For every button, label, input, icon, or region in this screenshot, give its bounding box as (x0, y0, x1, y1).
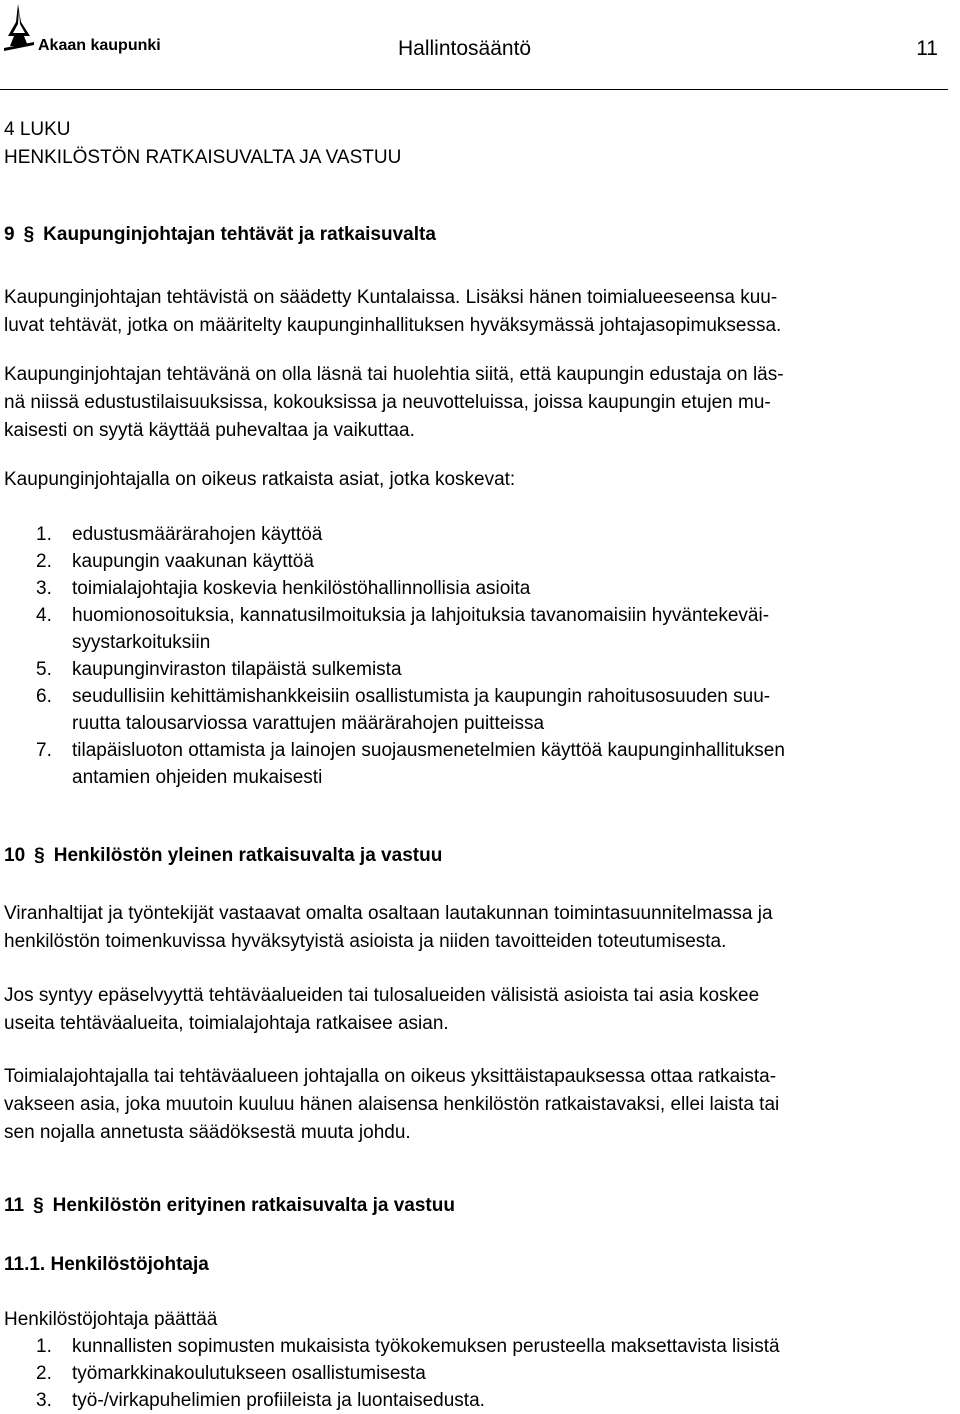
section-10-heading (4, 842, 442, 870)
list-number: 6. (36, 686, 52, 707)
list-item (4, 656, 950, 683)
section-9-list-intro: Kaupunginjohtajalla on oikeus ratkaista asiat, jotka koskevat: (4, 469, 516, 490)
list-number: 3. (36, 1390, 52, 1411)
section-number: 9 (4, 224, 15, 245)
section-10-paragraph-3 (4, 1063, 950, 1147)
list-number: 4. (36, 605, 52, 626)
section-sign: § (23, 224, 35, 245)
city-logo (4, 2, 186, 54)
list-number: 5. (36, 659, 52, 680)
list-item (4, 1387, 950, 1414)
text-line: luvat tehtävät, jotka on määritelty kaupunginhallituksen hyväksymässä johtajasopimuksessa. (4, 315, 782, 336)
section-10-paragraph-2 (4, 982, 950, 1038)
list-number: 1. (36, 1336, 52, 1357)
section-9-heading (4, 221, 436, 249)
list-item (4, 602, 950, 656)
list-text: kaupunginviraston tilapäistä sulkemista (72, 659, 402, 680)
text-line: vakseen asia, joka muutoin kuuluu hänen alaisensa henkilöstön ratkaistavaksi, ellei laista tai (4, 1094, 780, 1115)
list-item (4, 548, 950, 575)
list-number: 1. (36, 524, 52, 545)
list-text: toimialajohtajia koskevia henkilöstöhallinnollisia asioita (72, 578, 531, 599)
section-sign: § (33, 1195, 44, 1216)
section-number: 10 (4, 845, 26, 866)
document-title: Hallintosääntö (398, 37, 532, 60)
city-logo-mark-icon (4, 2, 186, 54)
text-line: nä niissä edustustilaisuuksissa, kokouksissa ja neuvotteluissa, joissa kaupungin etujen mu- (4, 392, 771, 413)
subsection-heading: 11.1. Henkilöstöjohtaja (4, 1254, 209, 1275)
list-item (4, 737, 950, 791)
text-line: sen nojalla annetusta säädöksestä muuta johdu. (4, 1122, 411, 1143)
list-number: 3. (36, 578, 52, 599)
section-9-list (4, 521, 950, 791)
list-text: edustusmäärärahojen käyttöä (72, 524, 323, 545)
section-number: 11 (4, 1195, 25, 1216)
section-11-heading (4, 1192, 455, 1220)
chapter-title: HENKILÖSTÖN RATKAISUVALTA JA VASTUU (4, 147, 402, 168)
section-9-paragraph-1 (4, 284, 950, 340)
text-line: useita tehtäväalueita, toimialajohtaja ratkaisee asian. (4, 1013, 449, 1034)
page-number: 11 (916, 37, 938, 60)
list-item (4, 1333, 950, 1360)
chapter-heading (4, 116, 950, 172)
section-9-paragraph-2 (4, 361, 950, 445)
list-text: työmarkkinakoulutukseen osallistumisesta (72, 1363, 426, 1384)
section-11-list-intro: Henkilöstöjohtaja päättää (4, 1309, 218, 1330)
section-11-list (4, 1333, 950, 1414)
list-number: 2. (36, 551, 52, 572)
text-line: kaisesti on syytä käyttää puhevaltaa ja vaikuttaa. (4, 420, 415, 441)
section-title: Henkilöstön erityinen ratkaisuvalta ja vastuu (52, 1195, 455, 1216)
list-text: huomionosoituksia, kannatusilmoituksia ja lahjoituksia tavanomaisiin hyväntekeväi- (72, 605, 770, 626)
text-line: Kaupunginjohtajan tehtävänä on olla läsnä tai huolehtia siitä, että kaupungin edustaja on läs- (4, 364, 784, 385)
logo-text: Akaan kaupunki (38, 37, 161, 54)
list-text: syystarkoituksiin (72, 632, 211, 653)
list-text: antamien ohjeiden mukaisesti (72, 767, 323, 788)
list-item (4, 683, 950, 737)
list-text: kaupungin vaakunan käyttöä (72, 551, 314, 572)
list-text: tilapäisluoton ottamista ja lainojen suojausmenetelmien käyttöä kaupunginhallituksen (72, 740, 785, 761)
list-number: 7. (36, 740, 52, 761)
list-text: seudullisiin kehittämishankkeisiin osallistumista ja kaupungin rahoitusosuuden suu- (72, 686, 771, 707)
text-line: henkilöstön toimenkuvissa hyväksytyistä asioista ja niiden tavoitteiden toteutumisesta. (4, 931, 727, 952)
chapter-number: 4 LUKU (4, 119, 71, 140)
text-line: Toimialajohtajalla tai tehtäväalueen johtajalla on oikeus yksittäistapauksessa ottaa ratkaista- (4, 1066, 777, 1087)
text-line: Kaupunginjohtajan tehtävistä on säädetty Kuntalaissa. Lisäksi hänen toimialueeseensa kuu- (4, 287, 778, 308)
section-sign: § (34, 845, 45, 866)
list-text: kunnallisten sopimusten mukaisista työkokemuksen perusteella maksettavista lisistä (72, 1336, 780, 1357)
text-line: Viranhaltijat ja työntekijät vastaavat omalta osaltaan lautakunnan toimintasuunnitelmassa ja (4, 903, 773, 924)
list-item (4, 575, 950, 602)
section-title: Kaupunginjohtajan tehtävät ja ratkaisuvalta (43, 224, 436, 245)
section-title: Henkilöstön yleinen ratkaisuvalta ja vastuu (53, 845, 443, 866)
list-number: 2. (36, 1363, 52, 1384)
header-divider (0, 89, 948, 90)
list-text: ruutta talousarviossa varattujen määrärahojen puitteissa (72, 713, 545, 734)
list-item (4, 1360, 950, 1387)
list-item (4, 521, 950, 548)
list-text: työ-/virkapuhelimien profiileista ja luontaisedusta. (72, 1390, 485, 1411)
text-line: Jos syntyy epäselvyyttä tehtäväalueiden tai tulosalueiden välisistä asioista tai asia koskee (4, 985, 760, 1006)
section-10-paragraph-1 (4, 900, 950, 956)
